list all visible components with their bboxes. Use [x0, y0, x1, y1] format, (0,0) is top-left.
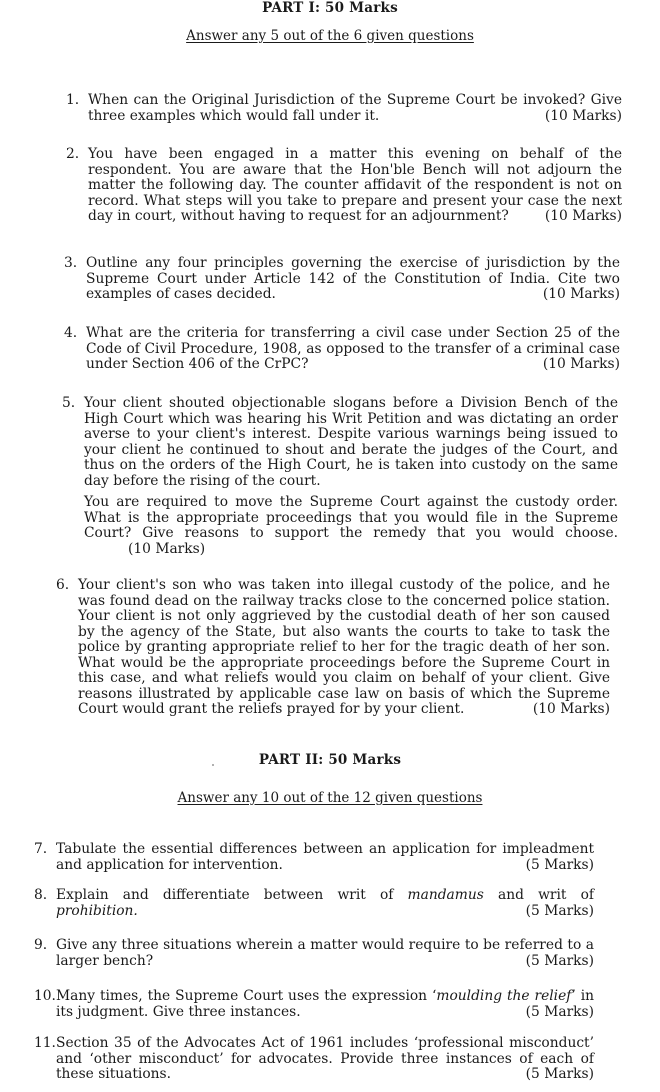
question-4: 4. What are the criteria for transferring a civil case under Section 25 of the Code of Civil Procedure, 1908, as opposed to the transfer of a criminal case under Section 406 of the CrPC? (10 Marks): [64, 325, 620, 372]
question-7: 7. Tabulate the essential differences between an application for impleadment and application for intervention. (5 Marks): [34, 841, 594, 873]
part1-instruction: Answer any 5 out of the 6 given questions: [186, 28, 474, 44]
question-7-marks: (5 Marks): [525, 856, 594, 873]
question-2: 2. You have been engaged in a matter this evening on behalf of the respondent. You are aware that the Hon'ble Bench will not adjourn the matter the following day. The counter affidavit of the respondent is not on record. What steps will you take to prepare and present your case the next day in court, without having to request for an adjournment? (10 Marks): [66, 146, 622, 224]
question-3: 3. Outline any four principles governing the exercise of jurisdiction by the Supreme Court under Article 142 of the Constitution of India. Cite two examples of cases decided. (10 Marks): [64, 255, 620, 302]
question-9-marks: (5 Marks): [525, 952, 594, 969]
part2-heading: PART II: 50 Marks: [258, 752, 402, 768]
question-5: 5. Your client shouted objectionable slogans before a Division Bench of the High Court which was hearing his Writ Petition and was dictating an order averse to your client's interest. Despite various warnings being issued to your client he continued to shout and berate the judges of the Court, and thus on the orders of the High Court, he is taken into custody on the same day before the rising of the court. You are required to move the Supreme Court against the custody order. What is the appropriate proceedings that you would file in the Supreme Court? Give reasons to support the remedy that you would choose. (10 Marks): [62, 395, 618, 557]
question-6-marks: (10 Marks): [532, 701, 610, 717]
question-1-marks: (10 Marks): [544, 107, 622, 124]
question-3-marks: (10 Marks): [542, 286, 620, 302]
question-11: 11. Section 35 of the Advocates Act of 1961 includes ‘professional misconduct’ and ‘other misconduct’ for advocates. Provide three instances of each of these situations. (5 Marks): [34, 1035, 594, 1082]
question-11-marks: (5 Marks): [525, 1066, 594, 1082]
question-6: 6. Your client's son who was taken into illegal custody of the police, and he was found dead on the railway tracks close to the concerned police station. Your client is not only aggrieved by the custodial death of her son caused by the agency of the State, but also wants the courts to take to task the police by granting appropriate relief to her for the tragic death of her son. What would be the appropriate proceedings before the Supreme Court in this case, and what reliefs would you claim on behalf of your client. Give reasons illustrated by applicable case law on basis of which the Supreme Court would grant the reliefs prayed for by your client. (10 Marks): [56, 577, 610, 717]
question-1: 1. When can the Original Jurisdiction of the Supreme Court be invoked? Give three examples which would fall under it. (10 Marks): [66, 92, 622, 124]
part1-heading: PART I: 50 Marks: [262, 0, 398, 16]
question-5-marks: (10 Marks): [128, 540, 206, 557]
question-10-marks: (5 Marks): [525, 1003, 594, 1020]
question-9: 9. Give any three situations wherein a matter would require to be referred to a larger bench? (5 Marks): [34, 937, 594, 969]
question-2-marks: (10 Marks): [544, 208, 622, 224]
question-8-marks: (5 Marks): [525, 902, 594, 919]
question-4-marks: (10 Marks): [542, 356, 620, 372]
part2-instruction: Answer any 10 out of the 12 given questions: [177, 790, 483, 806]
question-8: 8. Explain and differentiate between writ of mandamus and writ of prohibition. (5 Marks): [34, 887, 594, 919]
question-10: 10. Many times, the Supreme Court uses the expression ‘moulding the relief’ in its judgment. Give three instances. (5 Marks): [34, 988, 594, 1020]
